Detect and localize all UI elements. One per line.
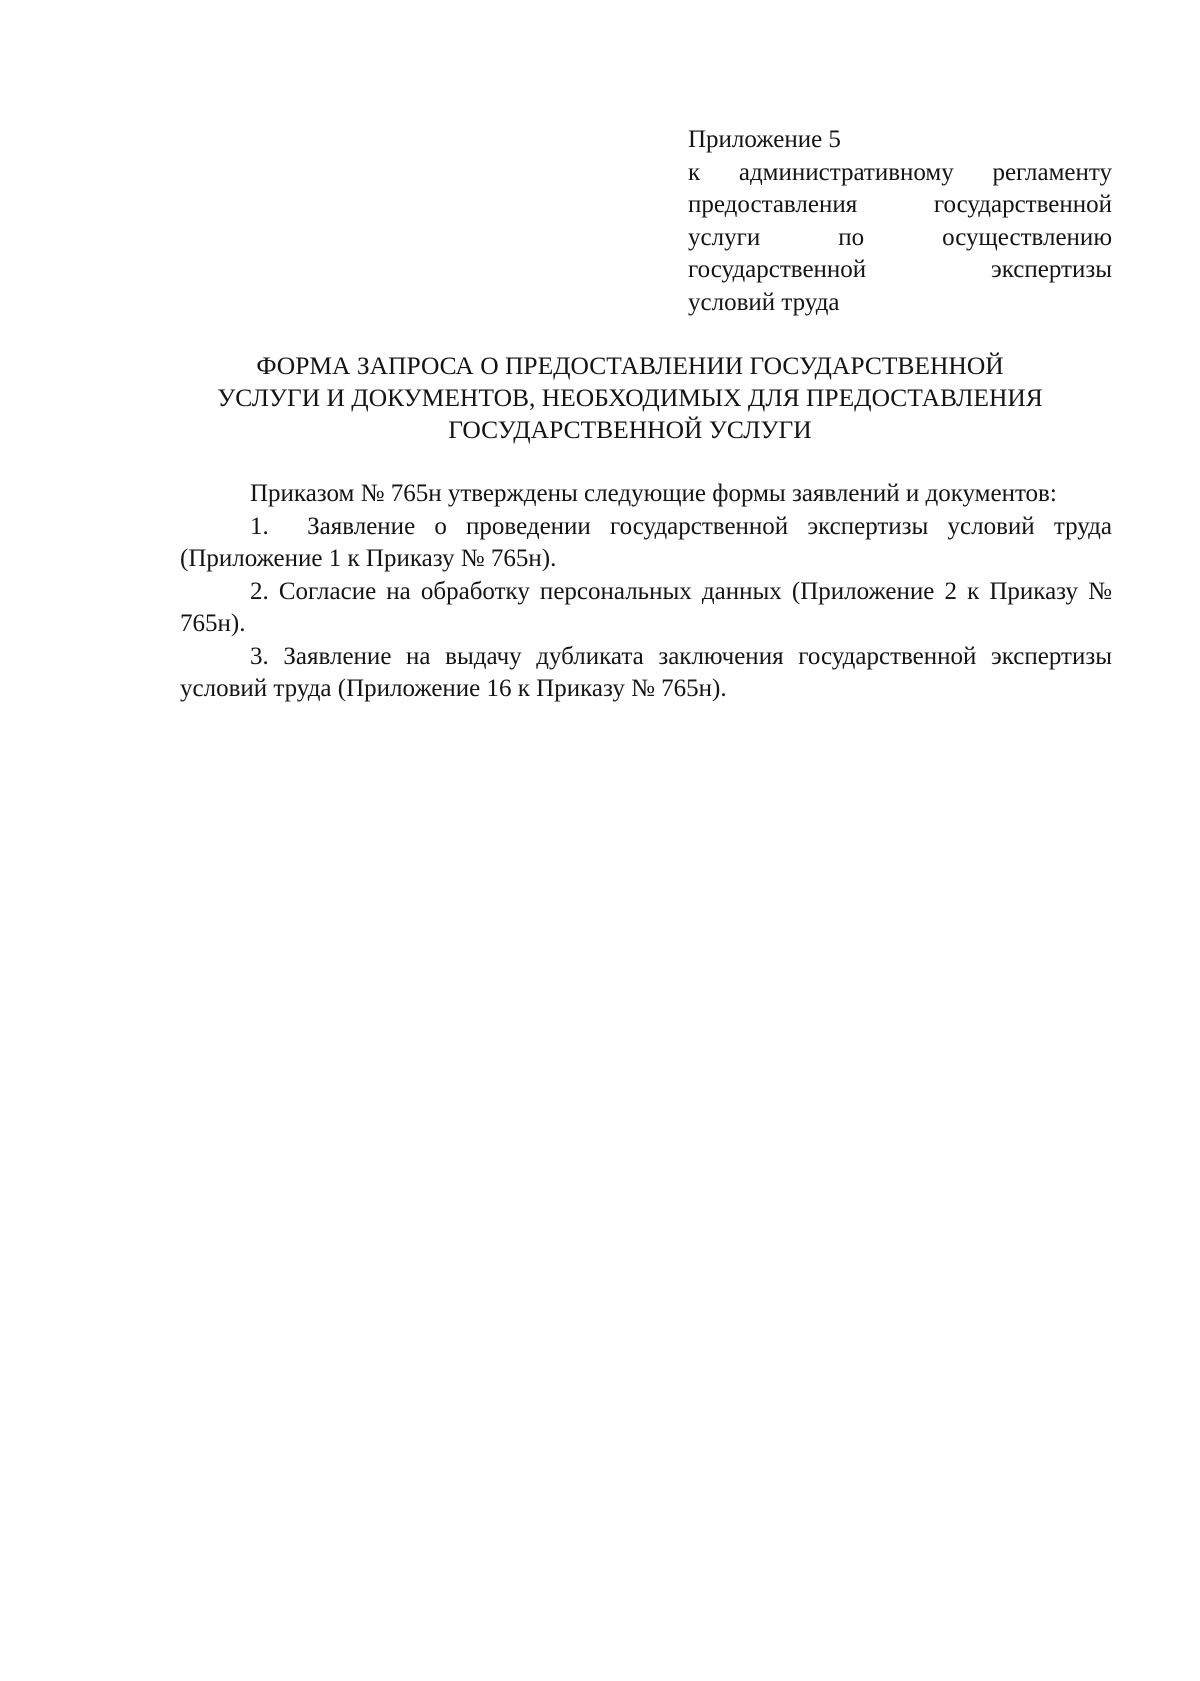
- heading-line: УСЛУГИ И ДОКУМЕНТОВ, НЕОБХОДИМЫХ ДЛЯ ПРЕДОСТАВЛЕНИЯ: [217, 383, 1043, 412]
- annex-block: [688, 124, 1112, 319]
- annex-line: условий труда: [688, 288, 840, 316]
- list-item-number: 2.: [250, 577, 269, 605]
- list-item-text: Согласие на обработку персональных данных (Приложение 2 к Приказу № 765н).: [180, 577, 1112, 637]
- document-body: [180, 478, 1112, 706]
- heading-line: ГОСУДАРСТВЕННОЙ УСЛУГИ: [448, 415, 812, 444]
- annex-line: предоставления государственной: [688, 191, 1112, 218]
- list-item-text: Заявление на выдачу дубликата заключения государственной экспертизы условий труда (Приложение 16 к Приказу № 765н).: [180, 642, 1112, 702]
- annex-line: государственной экспертизы: [688, 256, 1112, 283]
- list-item: [180, 511, 1112, 576]
- heading-line: ФОРМА ЗАПРОСА О ПРЕДОСТАВЛЕНИИ ГОСУДАРСТВЕННОЙ: [256, 351, 1004, 380]
- intro-paragraph: Приказом № 765н утверждены следующие формы заявлений и документов:: [250, 480, 1057, 507]
- list-item: [180, 641, 1112, 706]
- list-item-number: 1.: [250, 512, 269, 540]
- annex-title: Приложение 5: [688, 126, 841, 153]
- list-item-text: Заявление о проведении государственной экспертизы условий труда (Приложение 1 к Приказу № 765н).: [180, 512, 1112, 572]
- annex-line: к административному регламенту: [688, 158, 1112, 186]
- annex-line: услуги по осуществлению: [688, 223, 1112, 251]
- document-heading: [150, 350, 1110, 446]
- list-item: [180, 576, 1112, 641]
- list-item-number: 3.: [250, 642, 269, 670]
